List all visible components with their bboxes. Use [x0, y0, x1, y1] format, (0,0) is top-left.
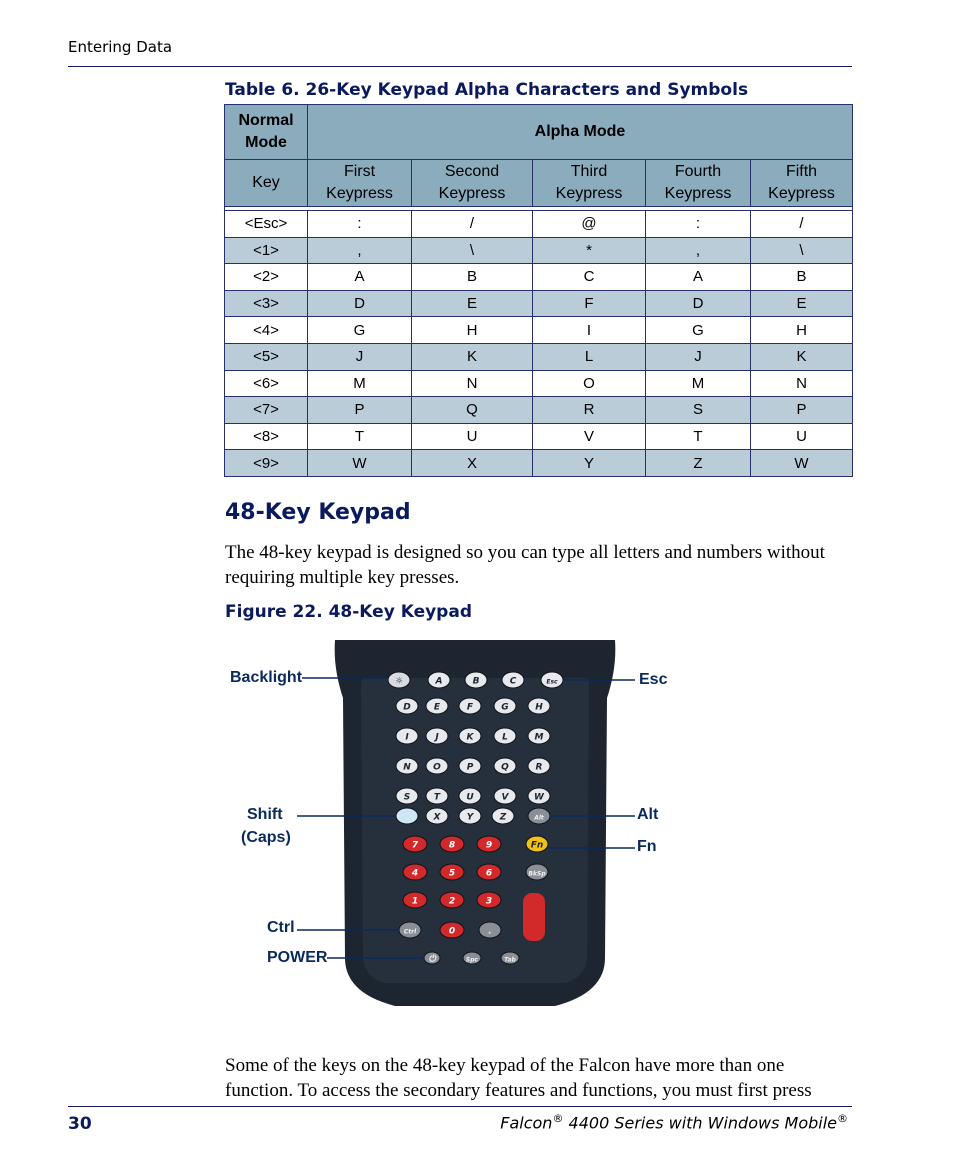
- ctrl-key: [399, 922, 421, 938]
- table-cell: *: [533, 237, 646, 264]
- enter-key: [523, 893, 545, 941]
- label-esc: Esc: [639, 671, 668, 688]
- key-label: M: [534, 732, 544, 743]
- key-G: [494, 698, 516, 714]
- key-8: [440, 836, 464, 852]
- footer-reg-1: ®: [552, 1112, 564, 1125]
- key-M: [528, 728, 550, 744]
- table-cell: J: [308, 343, 412, 370]
- footer-product: Falcon: [500, 1113, 553, 1133]
- table-cell: V: [533, 423, 646, 450]
- key-label: 6: [485, 868, 493, 879]
- table-cell: <5>: [225, 343, 308, 370]
- key-label: 1: [411, 896, 419, 907]
- table-row: [225, 264, 853, 291]
- key-label: Z: [499, 812, 507, 823]
- table-cell: H: [412, 317, 533, 344]
- key-7: [403, 836, 427, 852]
- power-key: [424, 952, 440, 965]
- table-row: [225, 317, 853, 344]
- table-cell: P: [308, 397, 412, 424]
- table-cell: A: [646, 264, 751, 291]
- key-C: [502, 672, 524, 688]
- table-cell: \: [412, 237, 533, 264]
- table-cell: D: [646, 290, 751, 317]
- key-T: [426, 788, 448, 804]
- key-label: ⏻: [428, 954, 436, 965]
- key-4: [403, 864, 427, 880]
- table-row: [225, 343, 853, 370]
- table-caption: Table 6. 26-Key Keypad Alpha Characters and Symbols: [225, 80, 749, 100]
- key-Y: [459, 808, 481, 824]
- key-label: I: [405, 732, 409, 743]
- table-cell: R: [533, 397, 646, 424]
- table-cell: N: [412, 370, 533, 397]
- key-R: [528, 758, 550, 774]
- keypad-figure: [225, 638, 685, 1013]
- key-K: [459, 728, 481, 744]
- figure-caption: Figure 22. 48-Key Keypad: [225, 602, 472, 622]
- column-header: Fourth Keypress: [646, 160, 751, 207]
- table-cell: \: [751, 237, 853, 264]
- column-header: Third Keypress: [533, 160, 646, 207]
- key-label: BkSp: [528, 870, 546, 878]
- table-cell: <7>: [225, 397, 308, 424]
- key-H: [528, 698, 550, 714]
- key-label: F: [466, 702, 474, 713]
- key-label: 8: [448, 840, 456, 851]
- key-label: ☼: [394, 676, 404, 687]
- label-alt: Alt: [637, 806, 659, 823]
- tab-key: [501, 952, 519, 964]
- table-cell: T: [308, 423, 412, 450]
- shift-key: [396, 808, 418, 824]
- key-9: [477, 836, 501, 852]
- table-row: [225, 423, 853, 450]
- table-row: [225, 397, 853, 424]
- keypad-panel: [361, 678, 589, 983]
- alpha-characters-table: [224, 104, 853, 477]
- table-cell: Q: [412, 397, 533, 424]
- table-cell: S: [646, 397, 751, 424]
- table-cell: N: [751, 370, 853, 397]
- table-row: [225, 290, 853, 317]
- table-cell: L: [533, 343, 646, 370]
- column-header: Fifth Keypress: [751, 160, 853, 207]
- key-I: [396, 728, 418, 744]
- table-cell: <Esc>: [225, 211, 308, 238]
- table-cell: <8>: [225, 423, 308, 450]
- key-label: Ctrl: [403, 928, 417, 936]
- key-label: X: [433, 812, 441, 823]
- table-cell: D: [308, 290, 412, 317]
- key-L: [494, 728, 516, 744]
- key-label: 4: [411, 868, 419, 879]
- key-6: [477, 864, 501, 880]
- closing-paragraph: Some of the keys on the 48-key keypad of the Falcon have more than one function. To access the secondary features and functions, you must first press: [225, 1055, 812, 1101]
- footer-rule: [68, 1106, 852, 1107]
- key-5: [440, 864, 464, 880]
- table-cell: ,: [646, 237, 751, 264]
- footer-title: [500, 1112, 848, 1132]
- table-cell: @: [533, 211, 646, 238]
- key-A: [428, 672, 450, 688]
- key-label: E: [433, 702, 441, 713]
- key-label: S: [403, 792, 411, 803]
- key-label: G: [501, 702, 509, 713]
- key-N: [396, 758, 418, 774]
- key-2: [440, 892, 464, 908]
- key-1: [403, 892, 427, 908]
- table-cell: ,: [308, 237, 412, 264]
- page-number: 30: [68, 1114, 92, 1134]
- alpha-mode-header: Alpha Mode: [308, 105, 853, 160]
- key-W: [528, 788, 550, 804]
- key-0: [440, 922, 464, 938]
- table-cell: X: [412, 450, 533, 477]
- key-label: Alt: [534, 814, 544, 822]
- alt-key: [528, 808, 550, 824]
- fn-key: [526, 836, 548, 852]
- table-cell: :: [646, 211, 751, 238]
- table-cell: E: [412, 290, 533, 317]
- key-label: W: [534, 792, 544, 803]
- key-label: O: [433, 762, 441, 773]
- table-cell: F: [533, 290, 646, 317]
- table-cell: M: [646, 370, 751, 397]
- table-cell: :: [308, 211, 412, 238]
- table-cell: <4>: [225, 317, 308, 344]
- table-cell: U: [751, 423, 853, 450]
- section-title: 48-Key Keypad: [225, 500, 411, 525]
- table-row: [225, 450, 853, 477]
- table-cell: <6>: [225, 370, 308, 397]
- key-label: B: [472, 676, 480, 687]
- column-header: Second Keypress: [412, 160, 533, 207]
- key-F: [459, 698, 481, 714]
- key-label: 7: [411, 840, 419, 851]
- key-label: N: [403, 762, 411, 773]
- table-cell: I: [533, 317, 646, 344]
- key-Z: [492, 808, 514, 824]
- backlight-key: [388, 672, 410, 688]
- key-S: [396, 788, 418, 804]
- key-3: [477, 892, 501, 908]
- key-label: 9: [485, 840, 493, 851]
- key-label: Y: [466, 812, 474, 823]
- key-label: .: [488, 926, 492, 937]
- key-label: T: [433, 792, 441, 803]
- key-label: C: [509, 676, 517, 687]
- bksp-key: [526, 864, 548, 880]
- table-cell: A: [308, 264, 412, 291]
- key-label: Spc: [465, 956, 479, 964]
- key-dot: [479, 922, 501, 938]
- key-B: [465, 672, 487, 688]
- key-label: D: [403, 702, 411, 713]
- table-cell: B: [751, 264, 853, 291]
- label-power: POWER: [267, 949, 328, 966]
- table-cell: W: [751, 450, 853, 477]
- spc-key: [463, 952, 481, 964]
- key-V: [494, 788, 516, 804]
- key-label: U: [466, 792, 474, 803]
- table-cell: <3>: [225, 290, 308, 317]
- key-label: Q: [501, 762, 509, 773]
- key-label: V: [501, 792, 509, 803]
- key-Q: [494, 758, 516, 774]
- table-cell: <9>: [225, 450, 308, 477]
- table-cell: P: [751, 397, 853, 424]
- key-label: K: [466, 732, 474, 743]
- key-label: H: [535, 702, 543, 713]
- table-cell: <1>: [225, 237, 308, 264]
- table-cell: G: [646, 317, 751, 344]
- table-cell: Z: [646, 450, 751, 477]
- key-label: 5: [448, 868, 456, 879]
- running-header: Entering Data: [68, 38, 173, 56]
- table-cell: M: [308, 370, 412, 397]
- key-X: [426, 808, 448, 824]
- label-ctrl: Ctrl: [267, 919, 295, 936]
- key-label: Fn: [530, 840, 544, 851]
- normal-mode-header: Normal Mode: [225, 105, 308, 160]
- table-row: [225, 237, 853, 264]
- header-rule: [68, 66, 852, 67]
- table-cell: J: [646, 343, 751, 370]
- key-label: L: [502, 732, 508, 743]
- table-cell: H: [751, 317, 853, 344]
- table-cell: T: [646, 423, 751, 450]
- table-cell: C: [533, 264, 646, 291]
- table-cell: G: [308, 317, 412, 344]
- key-label: J: [435, 732, 439, 743]
- key-label: 0: [448, 926, 456, 937]
- key-D: [396, 698, 418, 714]
- key-J: [426, 728, 448, 744]
- key-label: 2: [448, 896, 456, 907]
- esc-key: [541, 672, 563, 688]
- key-label: Tab: [504, 956, 516, 964]
- table-cell: /: [412, 211, 533, 238]
- table-cell: K: [751, 343, 853, 370]
- label-backlight: Backlight: [230, 669, 303, 686]
- intro-paragraph: The 48-key keypad is designed so you can type all letters and numbers without requiring multiple key presses.: [225, 542, 825, 588]
- table-cell: E: [751, 290, 853, 317]
- table-cell: O: [533, 370, 646, 397]
- column-header: First Keypress: [308, 160, 412, 207]
- key-O: [426, 758, 448, 774]
- table-row: [225, 211, 853, 238]
- table-cell: W: [308, 450, 412, 477]
- label-caps: (Caps): [241, 829, 291, 846]
- key-label: Esc: [546, 678, 558, 686]
- key-E: [426, 698, 448, 714]
- label-shift: Shift: [247, 806, 283, 823]
- key-P: [459, 758, 481, 774]
- footer-series: 4400 Series with Windows Mobile: [563, 1113, 837, 1133]
- key-label: 3: [485, 896, 493, 907]
- key-label: R: [535, 762, 543, 773]
- table-cell: <2>: [225, 264, 308, 291]
- table-cell: B: [412, 264, 533, 291]
- key-column-header: Key: [225, 160, 308, 207]
- table-row: [225, 370, 853, 397]
- key-U: [459, 788, 481, 804]
- label-fn: Fn: [637, 838, 657, 855]
- key-label: A: [435, 676, 443, 687]
- table-cell: K: [412, 343, 533, 370]
- footer-reg-2: ®: [837, 1112, 848, 1125]
- table-cell: Y: [533, 450, 646, 477]
- table-cell: U: [412, 423, 533, 450]
- table-cell: /: [751, 211, 853, 238]
- key-label: P: [466, 762, 474, 773]
